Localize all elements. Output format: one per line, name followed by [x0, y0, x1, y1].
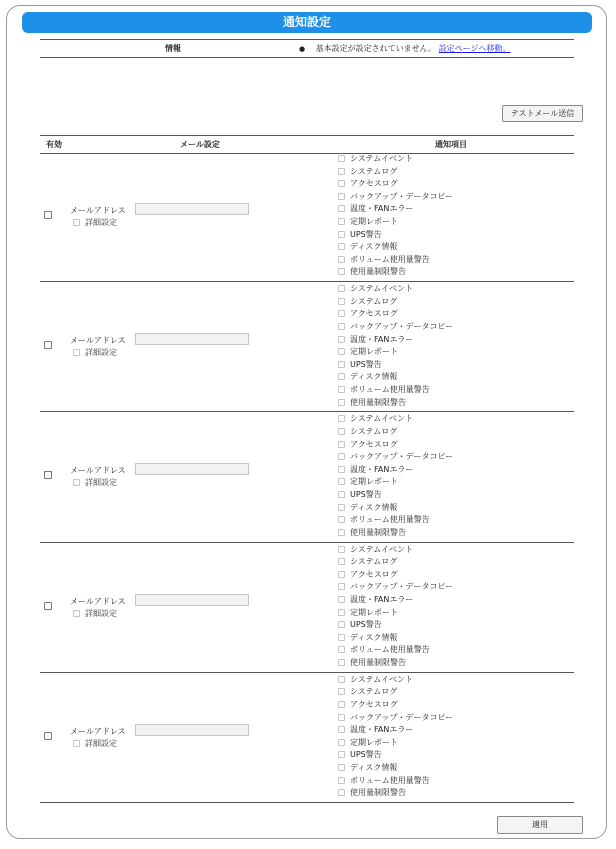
notify-item[interactable] [338, 359, 453, 372]
detail-settings-checkbox[interactable] [73, 219, 80, 226]
notify-item-checkbox[interactable] [338, 168, 345, 175]
notify-item-label: UPS警告 [350, 620, 382, 630]
detail-settings-label: 詳細設定 [85, 218, 117, 227]
table-row [40, 673, 574, 803]
notify-item-checkbox[interactable] [338, 466, 345, 473]
notify-item-checkbox[interactable] [338, 361, 345, 368]
notify-item-label: 定期レポート [350, 477, 398, 487]
notify-item[interactable] [338, 153, 453, 166]
notify-item[interactable] [338, 371, 453, 384]
detail-settings-label: 詳細設定 [85, 478, 117, 488]
table-row [40, 152, 574, 282]
notify-item[interactable] [338, 502, 453, 515]
notify-item[interactable] [338, 476, 453, 489]
notify-item-checkbox[interactable] [338, 504, 345, 511]
notify-item-label: ディスク情報 [350, 762, 398, 772]
info-table [40, 39, 574, 58]
notify-items-list [338, 413, 453, 539]
detail-settings-label: 詳細設定 [85, 738, 117, 748]
notify-item-label: バックアップ・データコピー [350, 191, 454, 201]
mail-address-label: メールアドレス [70, 596, 126, 606]
notify-item-checkbox[interactable] [338, 428, 345, 435]
notify-item[interactable] [338, 787, 453, 800]
notify-item-label: 定期レポート [350, 607, 398, 617]
test-mail-button[interactable]: テストメール送信 [502, 105, 583, 122]
notify-item-label: 温度・FANエラー [350, 594, 414, 604]
enable-checkbox[interactable] [44, 211, 52, 219]
notify-item-label: UPS警告 [350, 229, 382, 239]
notify-item-label: システムイベント [350, 544, 414, 554]
notify-item-checkbox[interactable] [338, 386, 345, 393]
notify-item[interactable] [338, 657, 453, 670]
table-row [40, 412, 574, 542]
notify-item-label: バックアップ・データコピー [350, 712, 454, 722]
notify-item-label: 使用量制限警告 [350, 657, 406, 667]
notify-item-checkbox[interactable] [338, 205, 345, 212]
notify-item[interactable] [338, 203, 453, 216]
mail-address-input[interactable] [135, 203, 249, 215]
notify-item-checkbox[interactable] [338, 739, 345, 746]
detail-settings-checkbox[interactable] [73, 610, 80, 617]
notify-items-list [338, 283, 453, 409]
notify-item[interactable] [338, 619, 453, 632]
notify-item-checkbox[interactable] [338, 546, 345, 553]
notify-item[interactable] [338, 632, 453, 645]
notify-item-checkbox[interactable] [338, 310, 345, 317]
notify-item-checkbox[interactable] [338, 478, 345, 485]
mail-address-label: メールアドレス [70, 726, 126, 736]
notify-item[interactable] [338, 724, 453, 737]
notify-item-checkbox[interactable] [338, 688, 345, 695]
notify-item-label: 定期レポート [350, 216, 398, 226]
notify-item-checkbox[interactable] [338, 558, 345, 565]
info-label: 情報 [165, 44, 181, 53]
notify-item-checkbox[interactable] [338, 764, 345, 771]
enable-checkbox[interactable] [44, 732, 52, 740]
info-message-line [299, 43, 511, 54]
notify-item[interactable] [338, 569, 453, 582]
mail-address-input[interactable] [135, 333, 249, 345]
notify-item[interactable] [338, 607, 453, 620]
notify-item-checkbox[interactable] [338, 193, 345, 200]
notify-item-checkbox[interactable] [338, 571, 345, 578]
notify-item-label: システムイベント [350, 284, 414, 294]
notify-item[interactable] [338, 737, 453, 750]
notify-item[interactable] [338, 254, 453, 267]
notify-item-label: 使用量制限警告 [350, 397, 406, 407]
mail-address-input[interactable] [135, 594, 249, 606]
settings-page-link[interactable]: 設定ページへ移動。 [438, 44, 511, 53]
notify-item[interactable] [338, 334, 453, 347]
notify-item[interactable] [338, 266, 453, 279]
notify-item[interactable] [338, 229, 453, 242]
notify-item[interactable] [338, 426, 453, 439]
info-message: 基本設定が設定されていません。 [315, 44, 437, 53]
notify-item-checkbox[interactable] [338, 726, 345, 733]
notify-item-label: システムログ [350, 166, 398, 176]
notify-item-label: 定期レポート [350, 737, 398, 747]
detail-settings-checkbox[interactable] [73, 479, 80, 486]
notify-item-label: アクセスログ [350, 569, 398, 579]
notify-item-label: 温度・FANエラー [350, 464, 414, 474]
notify-item-checkbox[interactable] [338, 336, 345, 343]
notify-item-checkbox[interactable] [338, 323, 345, 330]
notify-item-checkbox[interactable] [338, 701, 345, 708]
notify-item[interactable] [338, 413, 453, 426]
notify-item-checkbox[interactable] [338, 298, 345, 305]
notify-item-label: バックアップ・データコピー [350, 321, 454, 331]
notify-item-label: バックアップ・データコピー [350, 452, 454, 462]
notify-item-label: ボリューム使用量警告 [350, 254, 430, 264]
notify-item-checkbox[interactable] [338, 646, 345, 653]
notify-item-label: 温度・FANエラー [350, 725, 414, 735]
notify-item-checkbox[interactable] [338, 529, 345, 536]
notify-item[interactable] [338, 321, 453, 334]
notify-item-checkbox[interactable] [338, 453, 345, 460]
detail-settings-option[interactable] [73, 217, 117, 228]
notify-item[interactable] [338, 674, 453, 687]
notify-item-label: バックアップ・データコピー [350, 582, 454, 592]
notify-item-checkbox[interactable] [338, 491, 345, 498]
notify-item-label: ディスク情報 [350, 242, 398, 252]
detail-settings-checkbox[interactable] [73, 349, 80, 356]
notify-item-checkbox[interactable] [338, 218, 345, 225]
notify-item-label: ディスク情報 [350, 502, 398, 512]
detail-settings-option[interactable] [73, 608, 117, 619]
notify-item[interactable] [338, 439, 453, 452]
enable-checkbox[interactable] [44, 341, 52, 349]
notify-item[interactable] [338, 166, 453, 179]
notify-item-checkbox[interactable] [338, 373, 345, 380]
notify-item-checkbox[interactable] [338, 155, 345, 162]
notify-item-checkbox[interactable] [338, 634, 345, 641]
notify-item-label: システムイベント [350, 674, 414, 684]
notify-item-checkbox[interactable] [338, 789, 345, 796]
notify-item[interactable] [338, 384, 453, 397]
notify-item[interactable] [338, 241, 453, 254]
detail-settings-option[interactable] [73, 477, 117, 488]
notify-item[interactable] [338, 749, 453, 762]
notify-item[interactable] [338, 397, 453, 410]
notify-item-label: ボリューム使用量警告 [350, 775, 430, 785]
bullet-icon: ● [299, 45, 306, 53]
notify-item-checkbox[interactable] [338, 180, 345, 187]
mail-address-input[interactable] [135, 463, 249, 475]
detail-settings-label: 詳細設定 [85, 608, 117, 618]
detail-settings-option[interactable] [73, 738, 117, 749]
notify-item-checkbox[interactable] [338, 659, 345, 666]
notify-item-checkbox[interactable] [338, 596, 345, 603]
notify-item[interactable] [338, 775, 453, 788]
notify-item-checkbox[interactable] [338, 621, 345, 628]
table-row [40, 282, 574, 412]
notify-item-checkbox[interactable] [338, 285, 345, 292]
mail-address-label: メールアドレス [70, 206, 126, 215]
mail-address-label: メールアドレス [70, 336, 126, 346]
notify-item-checkbox[interactable] [338, 399, 345, 406]
notify-items-list [338, 674, 453, 800]
notify-item[interactable] [338, 644, 453, 657]
notify-items-list [338, 544, 453, 670]
notify-item[interactable] [338, 544, 453, 557]
notify-item-checkbox[interactable] [338, 583, 345, 590]
notify-item[interactable] [338, 178, 453, 191]
notify-item-label: UPS警告 [350, 750, 382, 760]
apply-button[interactable]: 適用 [497, 816, 583, 834]
notify-item-label: システムイベント [350, 414, 414, 424]
notify-item-checkbox[interactable] [338, 231, 345, 238]
notify-item-label: アクセスログ [350, 699, 398, 709]
notify-item[interactable] [338, 556, 453, 569]
mail-address-label: メールアドレス [70, 466, 126, 476]
notify-item-label: システムログ [350, 296, 398, 306]
notify-item[interactable] [338, 308, 453, 321]
notify-item[interactable] [338, 346, 453, 359]
header-enabled: 有効 [46, 140, 62, 149]
notify-item-checkbox[interactable] [338, 676, 345, 683]
notify-item-label: アクセスログ [350, 179, 398, 189]
notify-item-label: 使用量制限警告 [350, 267, 406, 277]
detail-settings-option[interactable] [73, 347, 117, 358]
header-notify-items: 通知項目 [435, 140, 467, 149]
notify-item-checkbox[interactable] [338, 256, 345, 263]
detail-settings-checkbox[interactable] [73, 740, 80, 747]
notify-item-label: 温度・FANエラー [350, 204, 414, 214]
notify-item[interactable] [338, 296, 453, 309]
notify-item[interactable] [338, 581, 453, 594]
notify-item[interactable] [338, 464, 453, 477]
notify-item-label: 使用量制限警告 [350, 527, 406, 537]
notify-item-checkbox[interactable] [338, 441, 345, 448]
notify-item-label: アクセスログ [350, 309, 398, 319]
notify-item[interactable] [338, 489, 453, 502]
notify-items-list [338, 153, 453, 279]
notify-item[interactable] [338, 527, 453, 540]
notify-item-label: 使用量制限警告 [350, 788, 406, 798]
enable-checkbox[interactable] [44, 471, 52, 479]
notify-item[interactable] [338, 451, 453, 464]
notify-item-label: ディスク情報 [350, 632, 398, 642]
notify-item-label: ボリューム使用量警告 [350, 384, 430, 394]
notify-item[interactable] [338, 283, 453, 296]
notify-item[interactable] [338, 191, 453, 204]
notify-item-label: UPS警告 [350, 359, 382, 369]
header-mail-settings: メール設定 [180, 140, 220, 149]
notify-item-label: ボリューム使用量警告 [350, 645, 430, 655]
notify-item[interactable] [338, 594, 453, 607]
notify-item[interactable] [338, 699, 453, 712]
table-row [40, 543, 574, 673]
notify-item-checkbox[interactable] [338, 777, 345, 784]
notify-item-label: システムログ [350, 426, 398, 436]
notify-item-checkbox[interactable] [338, 609, 345, 616]
enable-checkbox[interactable] [44, 602, 52, 610]
notify-item-checkbox[interactable] [338, 268, 345, 275]
notify-item-label: UPS警告 [350, 489, 382, 499]
mail-address-input[interactable] [135, 724, 249, 736]
notify-item-checkbox[interactable] [338, 415, 345, 422]
notify-item[interactable] [338, 514, 453, 527]
notify-item-label: システムイベント [350, 154, 414, 163]
notify-item-label: 温度・FANエラー [350, 334, 414, 344]
notify-item-checkbox[interactable] [338, 714, 345, 721]
notify-item-checkbox[interactable] [338, 516, 345, 523]
notify-item-label: ボリューム使用量警告 [350, 515, 430, 525]
notify-item[interactable] [338, 216, 453, 229]
notify-item-label: システムログ [350, 687, 398, 697]
notify-item[interactable] [338, 686, 453, 699]
notify-item[interactable] [338, 762, 453, 775]
notify-item-checkbox[interactable] [338, 243, 345, 250]
notify-item-checkbox[interactable] [338, 348, 345, 355]
notify-item[interactable] [338, 712, 453, 725]
notify-item-checkbox[interactable] [338, 751, 345, 758]
notify-item-label: システムログ [350, 557, 398, 567]
detail-settings-label: 詳細設定 [85, 348, 117, 358]
notify-item-label: アクセスログ [350, 439, 398, 449]
notify-item-label: ディスク情報 [350, 372, 398, 382]
page-title: 通知設定 [22, 12, 592, 33]
notify-item-label: 定期レポート [350, 347, 398, 357]
